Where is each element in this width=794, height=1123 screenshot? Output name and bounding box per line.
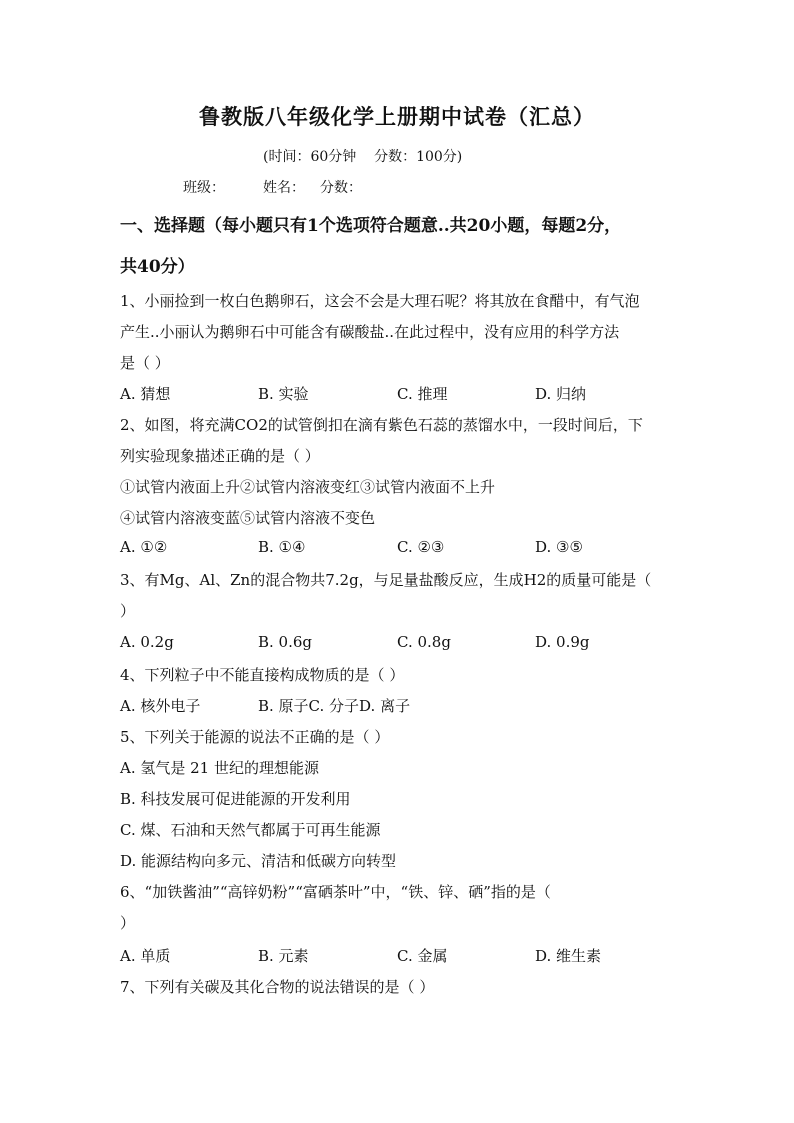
question-4-option-bcd: B. 原子C. 分子D. 离子 xyxy=(258,697,411,715)
question-1-option-b: B. 实验 xyxy=(258,385,309,403)
question-3-option-a: A. 0.2g xyxy=(120,633,174,651)
question-5-option-b: B. 科技发展可促进能源的开发利用 xyxy=(120,790,351,808)
question-1-option-d: D. 归纳 xyxy=(535,385,587,403)
question-3-option-d: D. 0.9g xyxy=(535,633,590,651)
question-2-line-2: 列实验现象描述正确的是（ ） xyxy=(120,447,320,465)
question-2-line-4: ④试管内溶液变蓝⑤试管内溶液不变色 xyxy=(120,509,376,527)
question-5-option-d: D. 能源结构向多元、清洁和低碳方向转型 xyxy=(120,852,397,870)
question-1-line-3: 是（ ） xyxy=(120,354,170,372)
section-heading-line2: 共40分） xyxy=(120,257,195,277)
question-1-option-c: C. 推理 xyxy=(397,385,448,403)
question-7-line-1: 7、下列有关碳及其化合物的说法错误的是（ ） xyxy=(120,978,435,996)
name-label: 姓名： xyxy=(263,180,305,196)
question-5-option-a: A. 氢气是 21 世纪的理想能源 xyxy=(120,759,319,777)
question-1-option-a: A. 猜想 xyxy=(120,385,171,403)
question-6-option-d: D. 维生素 xyxy=(535,947,602,965)
exam-subtitle: (时间：60分钟 分数：100分) xyxy=(263,149,463,165)
question-6-option-b: B. 元素 xyxy=(258,947,309,965)
question-5-line-1: 5、下列关于能源的说法不正确的是（ ） xyxy=(120,728,390,746)
question-2-option-b: B. ①④ xyxy=(258,538,306,556)
question-1-line-2: 产生..小丽认为鹅卵石中可能含有碳酸盐..在此过程中，没有应用的科学方法 xyxy=(120,323,620,341)
section-heading-line1: 一、选择题（每小题只有1个选项符合题意..共20小题，每题2分， xyxy=(120,216,622,236)
question-5-option-c: C. 煤、石油和天然气都属于可再生能源 xyxy=(120,821,381,839)
question-3-option-b: B. 0.6g xyxy=(258,633,313,651)
score-label: 分数： xyxy=(320,180,362,196)
question-3-line-1: 3、有Mg、Al、Zn的混合物共7.2g，与足量盐酸反应，生成H2的质量可能是（ xyxy=(120,571,652,589)
class-label: 班级： xyxy=(183,180,225,196)
question-6-option-c: C. 金属 xyxy=(397,947,448,965)
question-2-line-1: 2、如图，将充满CO2的试管倒扣在滴有紫色石蕊的蒸馏水中，一段时间后，下 xyxy=(120,416,643,434)
question-4-line-1: 4、下列粒子中不能直接构成物质的是（ ） xyxy=(120,666,405,684)
page-title: 鲁教版八年级化学上册期中试卷（汇总） xyxy=(199,104,595,129)
question-2-option-c: C. ②③ xyxy=(397,538,445,556)
question-6-line-2: ） xyxy=(120,914,136,932)
question-3-option-c: C. 0.8g xyxy=(397,633,451,651)
question-4-option-a: A. 核外电子 xyxy=(120,697,201,715)
question-6-line-1: 6、“加铁酱油”“高锌奶粉”“富硒茶叶”中，“铁、锌、硒”指的是（ xyxy=(120,883,551,901)
question-3-line-2: ） xyxy=(120,602,136,620)
question-2-line-3: ①试管内液面上升②试管内溶液变红③试管内液面不上升 xyxy=(120,478,496,496)
question-6-option-a: A. 单质 xyxy=(120,947,171,965)
question-2-option-a: A. ①② xyxy=(120,538,168,556)
question-1-line-1: 1、小丽捡到一枚白色鹅卵石，这会不会是大理石呢？将其放在食醋中，有气泡 xyxy=(120,292,640,310)
question-2-option-d: D. ③⑤ xyxy=(535,538,583,556)
